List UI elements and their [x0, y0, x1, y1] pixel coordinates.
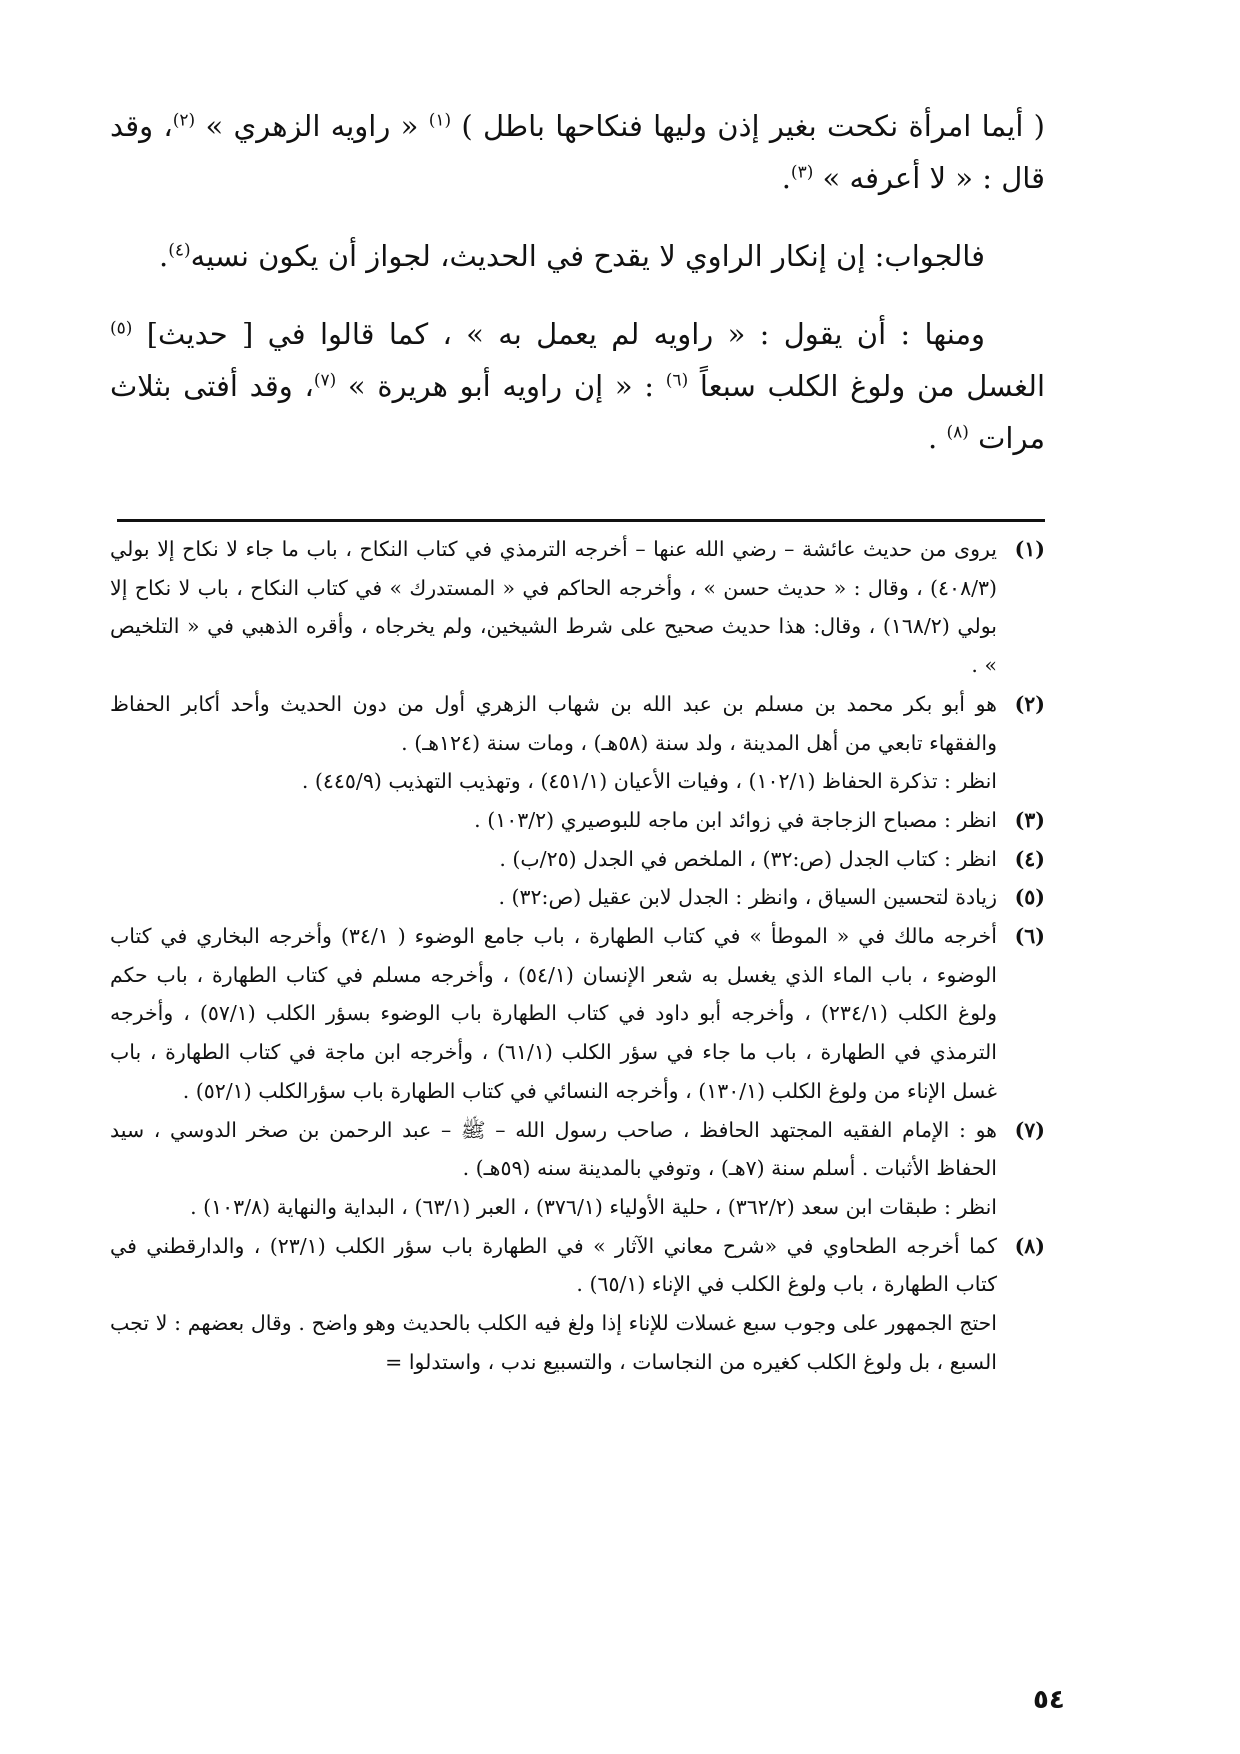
footnote-1: [110, 530, 1045, 685]
text-segment: ومنها : أن يقول : « راويه لم يعمل به » ، كما قالوا في [ حديث]: [132, 317, 985, 351]
footnotes-section: [110, 530, 1045, 1381]
footnote-number: (٦): [1014, 924, 1045, 949]
footnote-text: كما أخرجه الطحاوي في «شرح معاني الآثار » في الطهارة باب سؤر الكلب (٢٣/١) ، والدارقطني في كتاب الطهارة ، باب ولوغ الكلب في الإناء (٦٥/١) .: [110, 1233, 997, 1297]
footnote-body: [110, 878, 997, 917]
footnote-marker: (٨): [946, 422, 969, 443]
footnote-marker: (٦): [665, 370, 689, 391]
footnote-body: [110, 840, 997, 879]
footnote-3: [110, 801, 1045, 840]
footnote-text: يروى من حديث عائشة – رضي الله عنها – أخرجه الترمذي في كتاب النكاح ، باب ما جاء لا نكاح إلا بولي (٤٠٨/٣) ، وقال : « حديث حسن » ، وأخرجه الحاكم في « المستدرك » في كتاب النكاح ، باب لا نكاح إلا بولي (١٦٨/٢) ، وقال: هذا حديث صحيح على شرط الشيخين، ولم يخرجاه ، وأقره الذهبي في « التلخيص » .: [110, 537, 997, 678]
text-segment: الغسل من ولوغ الكلب سبعاً: [688, 369, 1045, 403]
page-number: ٥٤: [1033, 1685, 1065, 1715]
footnote-body: [110, 530, 997, 685]
footnote-marker: (٢): [172, 110, 196, 131]
footnote-marker: (٥): [110, 318, 133, 339]
footnote-body: [110, 1227, 997, 1382]
text-segment: « راويه الزهري »: [195, 109, 429, 143]
main-paragraph-1: [110, 100, 1045, 204]
footnote-body: [110, 1111, 997, 1227]
footnote-number: (٢): [1014, 691, 1045, 716]
text-segment: .: [159, 239, 169, 273]
footnote-number: (١): [1014, 537, 1045, 561]
main-paragraph-2: [110, 230, 1045, 282]
footnote-number: (٤): [1014, 846, 1045, 871]
footnote-8: [110, 1227, 1045, 1382]
footnote-text: احتج الجمهور على وجوب سبع غسلات للإناء إذا ولغ فيه الكلب بالحديث وهو واضح . وقال بعضهم : لا تجب السبع ، بل ولوغ الكلب كغيره من النجاسات ، والتسبيع ندب ، واستدلوا =: [110, 1311, 997, 1374]
text-segment: .: [928, 421, 947, 455]
footnote-number: (٥): [1014, 885, 1045, 910]
text-segment: ، وقد أفتى بثلاث مرات: [110, 369, 1045, 455]
footnote-body: [110, 917, 997, 1111]
text-segment: ( أيما امرأة نكحت بغير إذن وليها فنكاحها باطل ): [451, 109, 1045, 143]
main-text: [110, 100, 1045, 464]
footnote-7: [110, 1111, 1045, 1227]
footnote-marker: (٤): [168, 240, 191, 261]
footnote-text: انظر : مصباح الزجاجة في زوائد ابن ماجه للبوصيري (١٠٣/٢) .: [474, 807, 997, 832]
footnote-2: [110, 685, 1045, 801]
footnote-body: [110, 685, 997, 801]
footnote-marker: (١): [428, 110, 452, 131]
footnote-separator-line: [117, 519, 1045, 522]
main-paragraph-3: [110, 308, 1045, 464]
footnote-text: انظر : كتاب الجدل (ص:٣٢) ، الملخص في الجدل (٢٥/ب) .: [499, 846, 997, 871]
text-segment: فالجواب: إن إنكار الراوي لا يقدح في الحديث، لجواز أن يكون نسيه: [190, 239, 985, 273]
footnote-text: هو أبو بكر محمد بن مسلم بن عبد الله بن شهاب الزهري أول من دون الحديث وأحد أكابر الحفاظ والفقهاء تابعي من أهل المدينة ، ولد سنة (٥٨هـ) ، ومات سنة (١٢٤هـ) .: [110, 691, 997, 755]
footnote-marker: (٧): [313, 370, 337, 391]
footnote-text: انظر : طبقات ابن سعد (٣٦٢/٢) ، حلية الأولياء (٣٧٦/١) ، العبر (٦٣/١) ، البداية والنهاية (١٠٣/٨) .: [190, 1194, 997, 1219]
footnote-number: (٨): [1014, 1233, 1045, 1258]
footnote-text: أخرجه مالك في « الموطأ » في كتاب الطهارة ، باب جامع الوضوء ( ٣٤/١) وأخرجه البخاري في كتاب الوضوء ، باب الماء الذي يغسل به شعر الإنسان (٥٤/١) ، وأخرجه مسلم في كتاب الطهارة ، باب حكم ولوغ الكلب (٢٣٤/١) ، وأخرجه أبو داود في كتاب الطهارة باب الوضوء بسؤر الكلب (٥٧/١) ، وأخرجه الترمذي في الطهارة ، باب ما جاء في سؤر الكلب (٦١/١) ، وأخرجه ابن ماجة في كتاب الطهارة ، باب غسل الإناء من ولوغ الكلب (١٣٠/١) ، وأخرجه النسائي في كتاب الطهارة باب سؤرالكلب (٥٢/١) .: [110, 924, 998, 1103]
text-segment: : « إن راويه أبو هريرة »: [336, 369, 666, 403]
footnote-number: (٧): [1014, 1117, 1045, 1142]
footnote-4: [110, 840, 1045, 879]
footnote-6: [110, 917, 1045, 1111]
footnote-5: [110, 878, 1045, 917]
text-segment: .: [781, 161, 791, 195]
footnote-text: هو : الإمام الفقيه المجتهد الحافظ ، صاحب رسول الله – ﷺ – عبد الرحمن بن صخر الدوسي ، سيد الحفاظ الأثبات . أسلم سنة (٧هـ) ، وتوفي بالمدينة سنه (٥٩هـ) .: [110, 1117, 997, 1181]
footnote-text: زيادة لتحسين السياق ، وانظر : الجدل لابن عقيل (ص:٣٢) .: [498, 885, 997, 910]
footnote-number: (٣): [1014, 807, 1045, 832]
footnote-marker: (٣): [790, 162, 814, 183]
footnote-body: [110, 801, 997, 840]
text-segment: ، وقد قال : « لا أعرفه »: [110, 109, 1045, 195]
footnote-text: انظر : تذكرة الحفاظ (١٠٢/١) ، وفيات الأعيان (٤٥١/١) ، وتهذيب التهذيب (٤٤٥/٩) .: [301, 769, 997, 794]
